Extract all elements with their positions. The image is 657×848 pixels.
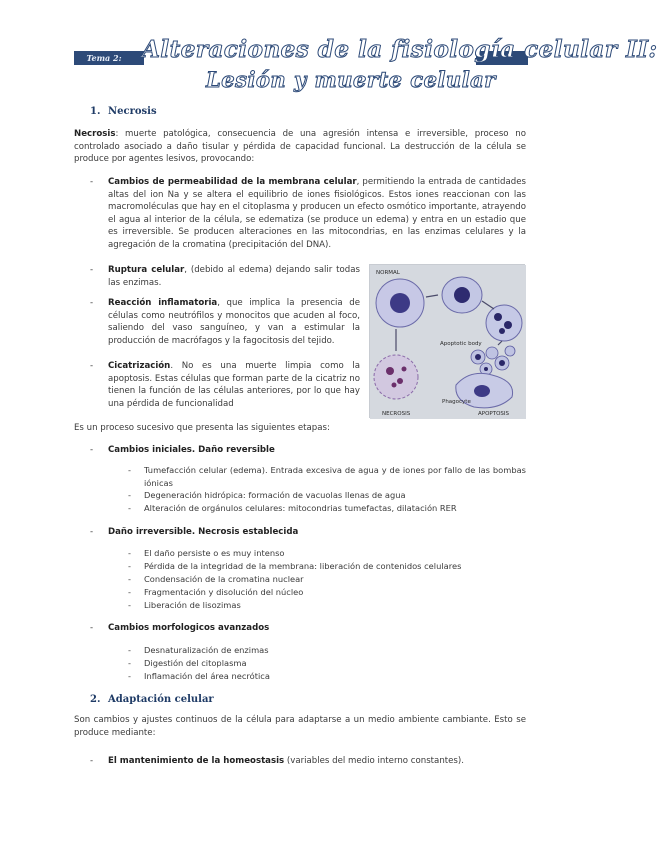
stage-2-item-2: Pérdida de la integridad de la membrana: liberación de contenidos celulares bbox=[144, 561, 462, 571]
bullet-scarring-title: Cicatrización bbox=[108, 361, 171, 371]
label-apoptosis: APOPTOSIS bbox=[478, 411, 510, 417]
bullet-dash: - bbox=[90, 623, 94, 633]
section-1-title: Necrosis bbox=[108, 106, 157, 117]
label-normal: NORMAL bbox=[376, 270, 400, 276]
stages-intro: Es un proceso sucesivo que presenta las siguientes etapas: bbox=[74, 423, 330, 433]
sub-bullet-dash: - bbox=[128, 503, 131, 513]
bullet-inflammation bbox=[108, 297, 360, 347]
sub-bullet-dash: - bbox=[128, 465, 131, 475]
necrosis-definition bbox=[74, 128, 526, 166]
bullet-permeability-text: , permitiendo la entrada de cantidades altas del ion Na y se altera el equilibrio de iones fisiológicos. Estos iones reaccionan con las macromoléculas que hay en el citoplasma y producen un efecto osmótico importante, atrayendo el agua al interior de la célula, se edematiza (se produce un edema) y entra en un estadio que es irreversible. Se producen alteraciones en las mitocondrias, en las enzimas celulares y la agregación de la cromatina (precipitación del DNA). bbox=[108, 177, 526, 250]
bullet-dash: - bbox=[90, 361, 94, 371]
section-2-title: Adaptación celular bbox=[108, 694, 214, 705]
page-title-line-2: Lesión y muerte celular bbox=[206, 67, 496, 92]
sub-bullet-dash: - bbox=[128, 574, 131, 584]
bullet-scarring bbox=[108, 360, 360, 410]
section-2-number: 2. bbox=[90, 694, 101, 705]
stage-3-title: Cambios morfologicos avanzados bbox=[108, 623, 270, 633]
page-title-line-1: Alteraciones de la fisiología celular II: bbox=[142, 36, 657, 63]
label-apoptotic-body: Apoptotic body bbox=[440, 341, 482, 347]
stage-3-item-1: Desnaturalización de enzimas bbox=[144, 645, 269, 655]
bullet-scarring-text: . No es una muerte limpia como la apoptosis. Estas células que forman parte de la cicatriz no tienen la función de las células anteriores, por lo que hay una pérdida de funcionalidad bbox=[108, 361, 360, 409]
necrosis-apoptosis-figure bbox=[369, 264, 525, 418]
sub-bullet-dash: - bbox=[128, 658, 131, 668]
sub-bullet-dash: - bbox=[128, 561, 131, 571]
sub-bullet-dash: - bbox=[128, 548, 131, 558]
stage-2-item-4: Fragmentación y disolución del núcleo bbox=[144, 587, 304, 597]
stage-3-item-3: Inflamación del área necrótica bbox=[144, 671, 270, 681]
bullet-rupture-text: , (debido al edema) dejando salir todas las enzimas. bbox=[108, 265, 360, 288]
stage-1-item-3: Alteración de orgánulos celulares: mitocondrias tumefactas, dilatación RER bbox=[144, 503, 457, 513]
bullet-homeostasis bbox=[108, 755, 526, 768]
stage-2-item-1: El daño persiste o es muy intenso bbox=[144, 548, 285, 558]
section-1-number: 1. bbox=[90, 106, 101, 117]
stage-2-item-5: Liberación de lisozimas bbox=[144, 600, 241, 610]
sub-bullet-dash: - bbox=[128, 587, 131, 597]
cell-death-illustration bbox=[370, 265, 526, 419]
sub-bullet-dash: - bbox=[128, 645, 131, 655]
necrosis-definition-text: : muerte patológica, consecuencia de una agresión intensa e irreversible, proceso no controlado asociado a daño tisular y pérdida de capacidad funcional. La destrucción de la célula se produce por agentes lesivos, provocando: bbox=[74, 129, 526, 165]
stage-1-item-2: Degeneración hidrópica: formación de vacuolas llenas de agua bbox=[144, 490, 406, 500]
label-phagocyte: Phagocyte bbox=[442, 399, 471, 405]
adaptation-intro: Son cambios y ajustes continuos de la célula para adaptarse a un medio ambiente cambiante. Esto se produce mediante: bbox=[74, 715, 526, 738]
bullet-rupture bbox=[108, 264, 360, 289]
bullet-permeability-title: Cambios de permeabilidad de la membrana celular bbox=[108, 177, 357, 187]
bullet-dash: - bbox=[90, 298, 94, 308]
stage-3-item-2: Digestión del citoplasma bbox=[144, 658, 247, 668]
bullet-rupture-title: Ruptura celular bbox=[108, 265, 185, 275]
bullet-homeostasis-text: (variables del medio interno constantes). bbox=[284, 756, 464, 766]
sub-bullet-dash: - bbox=[128, 600, 131, 610]
bullet-inflammation-text: , que implica la presencia de células como neutrófilos y monocitos que acuden al foco, saliendo del vaso sanguíneo, y van a estimular la producción de macrófagos y la fagocitosis del tejido. bbox=[108, 298, 361, 346]
stage-1-item-1: Tumefacción celular (edema). Entrada excesiva de agua y de iones por fallo de las bombas iónicas bbox=[144, 465, 526, 488]
stage-2-title: Daño irreversible. Necrosis establecida bbox=[108, 527, 299, 537]
bullet-homeostasis-title: El mantenimiento de la homeostasis bbox=[108, 756, 285, 766]
topic-badge: Tema 2: bbox=[74, 51, 134, 65]
sub-bullet-dash: - bbox=[128, 671, 131, 681]
stage-2-item-3: Condensación de la cromatina nuclear bbox=[144, 574, 304, 584]
sub-bullet-dash: - bbox=[128, 490, 131, 500]
bullet-dash: - bbox=[90, 265, 94, 275]
bullet-dash: - bbox=[90, 445, 94, 455]
bullet-dash: - bbox=[90, 177, 94, 187]
bullet-inflammation-title: Reacción inflamatoria bbox=[108, 298, 218, 308]
stage-1-title: Cambios iniciales. Daño reversible bbox=[108, 445, 275, 455]
bullet-dash: - bbox=[90, 756, 94, 766]
page-header bbox=[74, 36, 657, 96]
necrosis-term: Necrosis bbox=[74, 129, 116, 139]
bullet-dash: - bbox=[90, 527, 94, 537]
bullet-permeability bbox=[108, 176, 526, 252]
label-necrosis: NECROSIS bbox=[382, 411, 411, 417]
